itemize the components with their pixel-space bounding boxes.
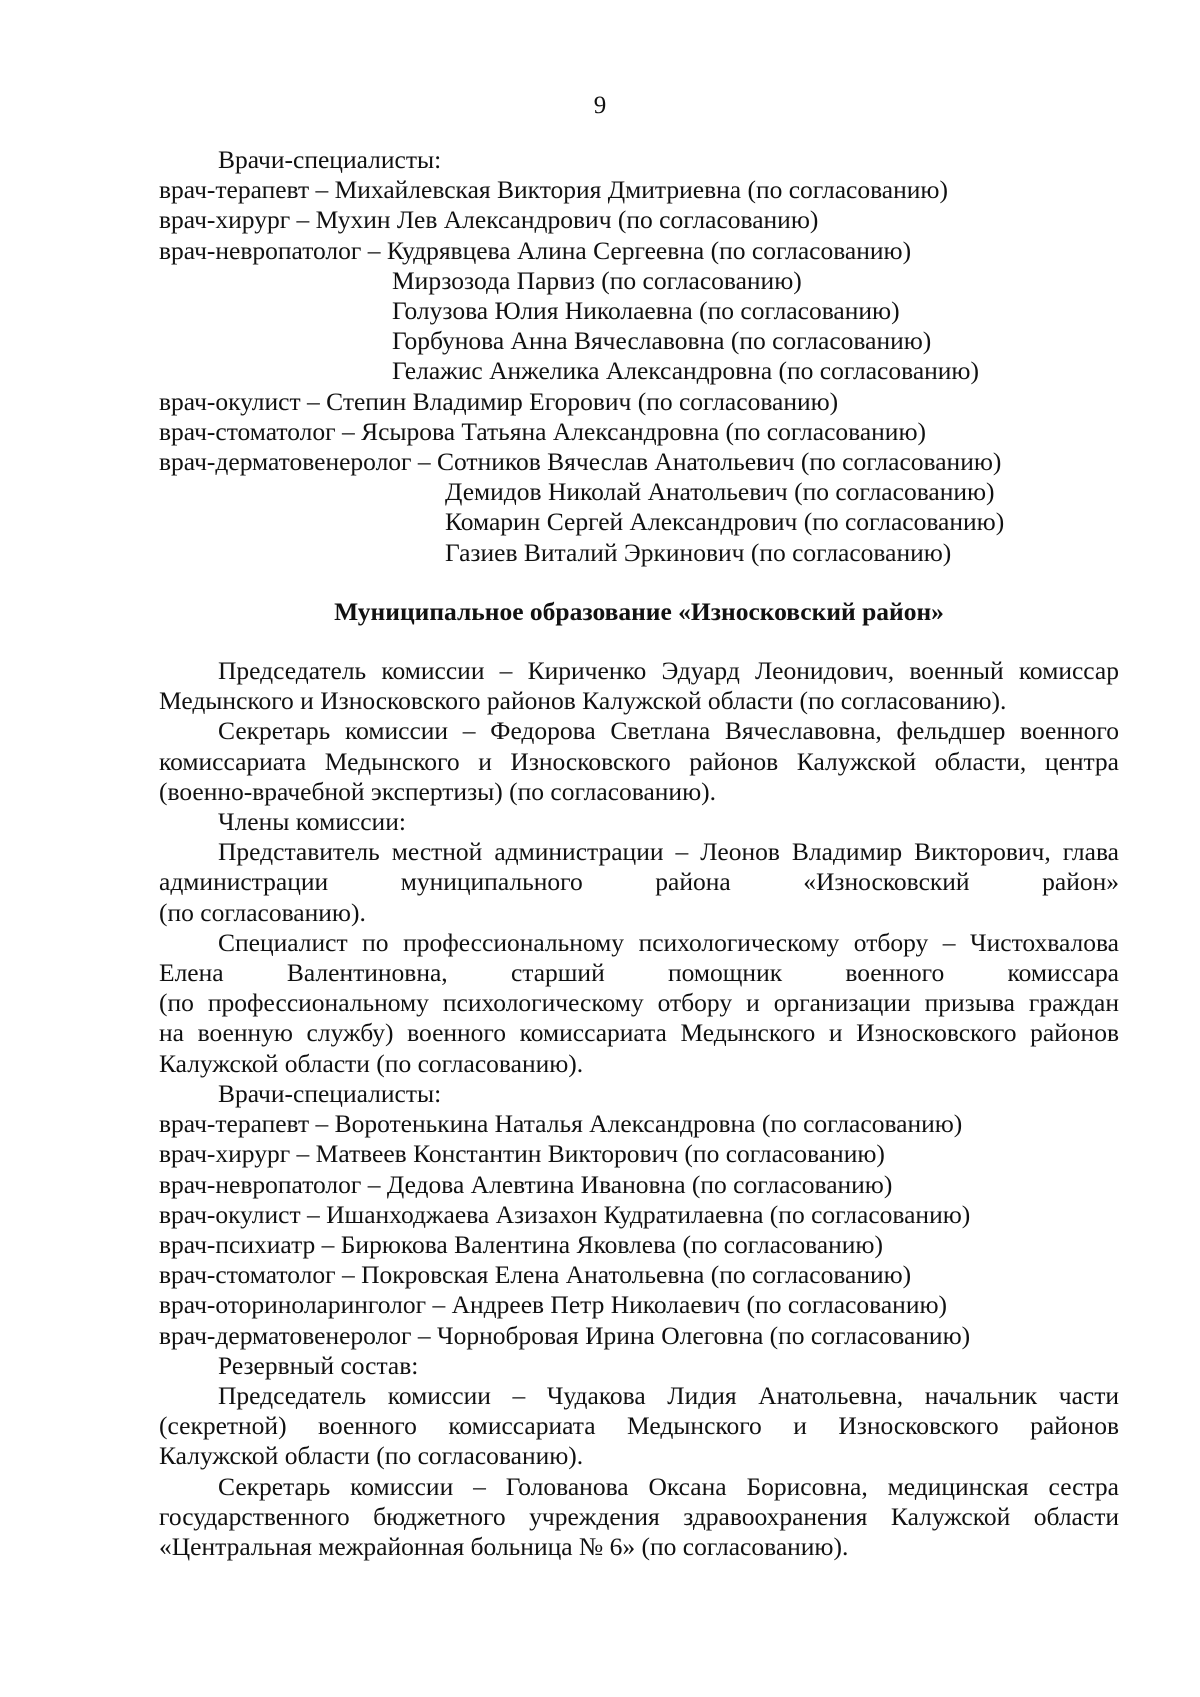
list-item: врач-хирург – Мухин Лев Александрович (по согласованию) [159,205,819,235]
psych-line: (по профессиональному психологическому отбору и организации призыва граждан [159,988,1119,1018]
list-item: врач-дерматовенеролог – Сотников Вячеслав Анатольевич (по согласованию) [159,447,1002,477]
list-item: врач-терапевт – Михайлевская Виктория Дмитриевна (по согласованию) [159,175,948,205]
list-item: врач-окулист – Ишанходжаева Азизахон Кудратилаевна (по согласованию) [159,1199,971,1229]
psych-line: на военную службу) военного комиссариата Медынского и Износковского районов [159,1018,1119,1048]
list-item: Демидов Николай Анатольевич (по согласованию) [445,477,995,507]
secretary-line: (военно-врачебной экспертизы) (по согласованию). [159,776,716,806]
list-item: Комарин Сергей Александрович (по согласованию) [445,507,1005,537]
list-item: Голузова Юлия Николаевна (по согласованию) [392,296,900,326]
specialists-heading: Врачи-специалисты: [218,145,442,174]
list-item: врач-стоматолог – Покровская Елена Анатольевна (по согласованию) [159,1260,912,1290]
secretary-line: Секретарь комиссии – Федорова Светлана Вячеславовна, фельдшер военного [218,716,1119,746]
list-item: врач-невропатолог – Дедова Алевтина Ивановна (по согласованию) [159,1169,893,1199]
list-item: врач-терапевт – Воротенькина Наталья Александровна (по согласованию) [159,1109,963,1139]
reserve-secretary-line: Секретарь комиссии – Голованова Оксана Борисовна, медицинская сестра [218,1471,1119,1501]
local-admin-line: Представитель местной администрации – Леонов Владимир Викторович, глава [218,837,1119,867]
list-item: врач-окулист – Степин Владимир Егорович (по согласованию) [159,386,839,416]
list-item: Горбунова Анна Вячеславовна (по согласованию) [392,326,932,356]
list-item: врач-психиатр – Бирюкова Валентина Яковлева (по согласованию) [159,1229,883,1259]
list-item: врач-оториноларинголог – Андреев Петр Николаевич (по согласованию) [159,1290,948,1320]
local-admin-line: (по согласованию). [159,897,366,927]
reserve-heading: Резервный состав: [218,1350,419,1380]
list-item: врач-дерматовенеролог – Чорнобровая Ирина Олеговна (по согласованию) [159,1320,971,1350]
psych-line: Калужской области (по согласованию). [159,1048,584,1078]
reserve-chair-line: (секретной) военного комиссариата Медынского и Износковского районов [159,1411,1119,1441]
list-item: Газиев Виталий Эркинович (по согласованию) [445,537,952,567]
reserve-chair-line: Калужской области (по согласованию). [159,1441,584,1471]
chair-line: Медынского и Износковского районов Калужской области (по согласованию). [159,686,1007,716]
reserve-secretary-line: «Центральная межрайонная больница № 6» (по согласованию). [159,1531,849,1561]
reserve-secretary-line: государственного бюджетного учреждения здравоохранения Калужской области [159,1501,1119,1531]
chair-line: Председатель комиссии – Кириченко Эдуард Леонидович, военный комиссар [218,656,1119,686]
document-body [159,145,1119,1562]
reserve-chair-line: Председатель комиссии – Чудакова Лидия Анатольевна, начальник части [218,1380,1119,1410]
specialists-heading: Врачи-специалисты: [218,1078,442,1108]
local-admin-line: администрации муниципального района «Износковский район» [159,867,1119,897]
list-item: врач-стоматолог – Ясырова Татьяна Александровна (по согласованию) [159,416,926,446]
psych-line: Елена Валентиновна, старший помощник военного комиссара [159,958,1119,988]
section-title: Муниципальное образование «Износковский район» [334,596,944,626]
secretary-line: комиссариата Медынского и Износковского районов Калужской области, центра [159,746,1119,776]
list-item: врач-невропатолог – Кудрявцева Алина Сергеевна (по согласованию) [159,235,912,265]
page-number: 9 [593,92,607,119]
members-heading: Члены комиссии: [218,807,406,837]
list-item: врач-хирург – Матвеев Константин Викторович (по согласованию) [159,1139,885,1169]
list-item: Гелажис Анжелика Александровна (по согласованию) [392,356,979,386]
psych-line: Специалист по профессиональному психологическому отбору – Чистохвалова [218,927,1119,957]
list-item: Мирзозода Парвиз (по согласованию) [392,265,802,295]
